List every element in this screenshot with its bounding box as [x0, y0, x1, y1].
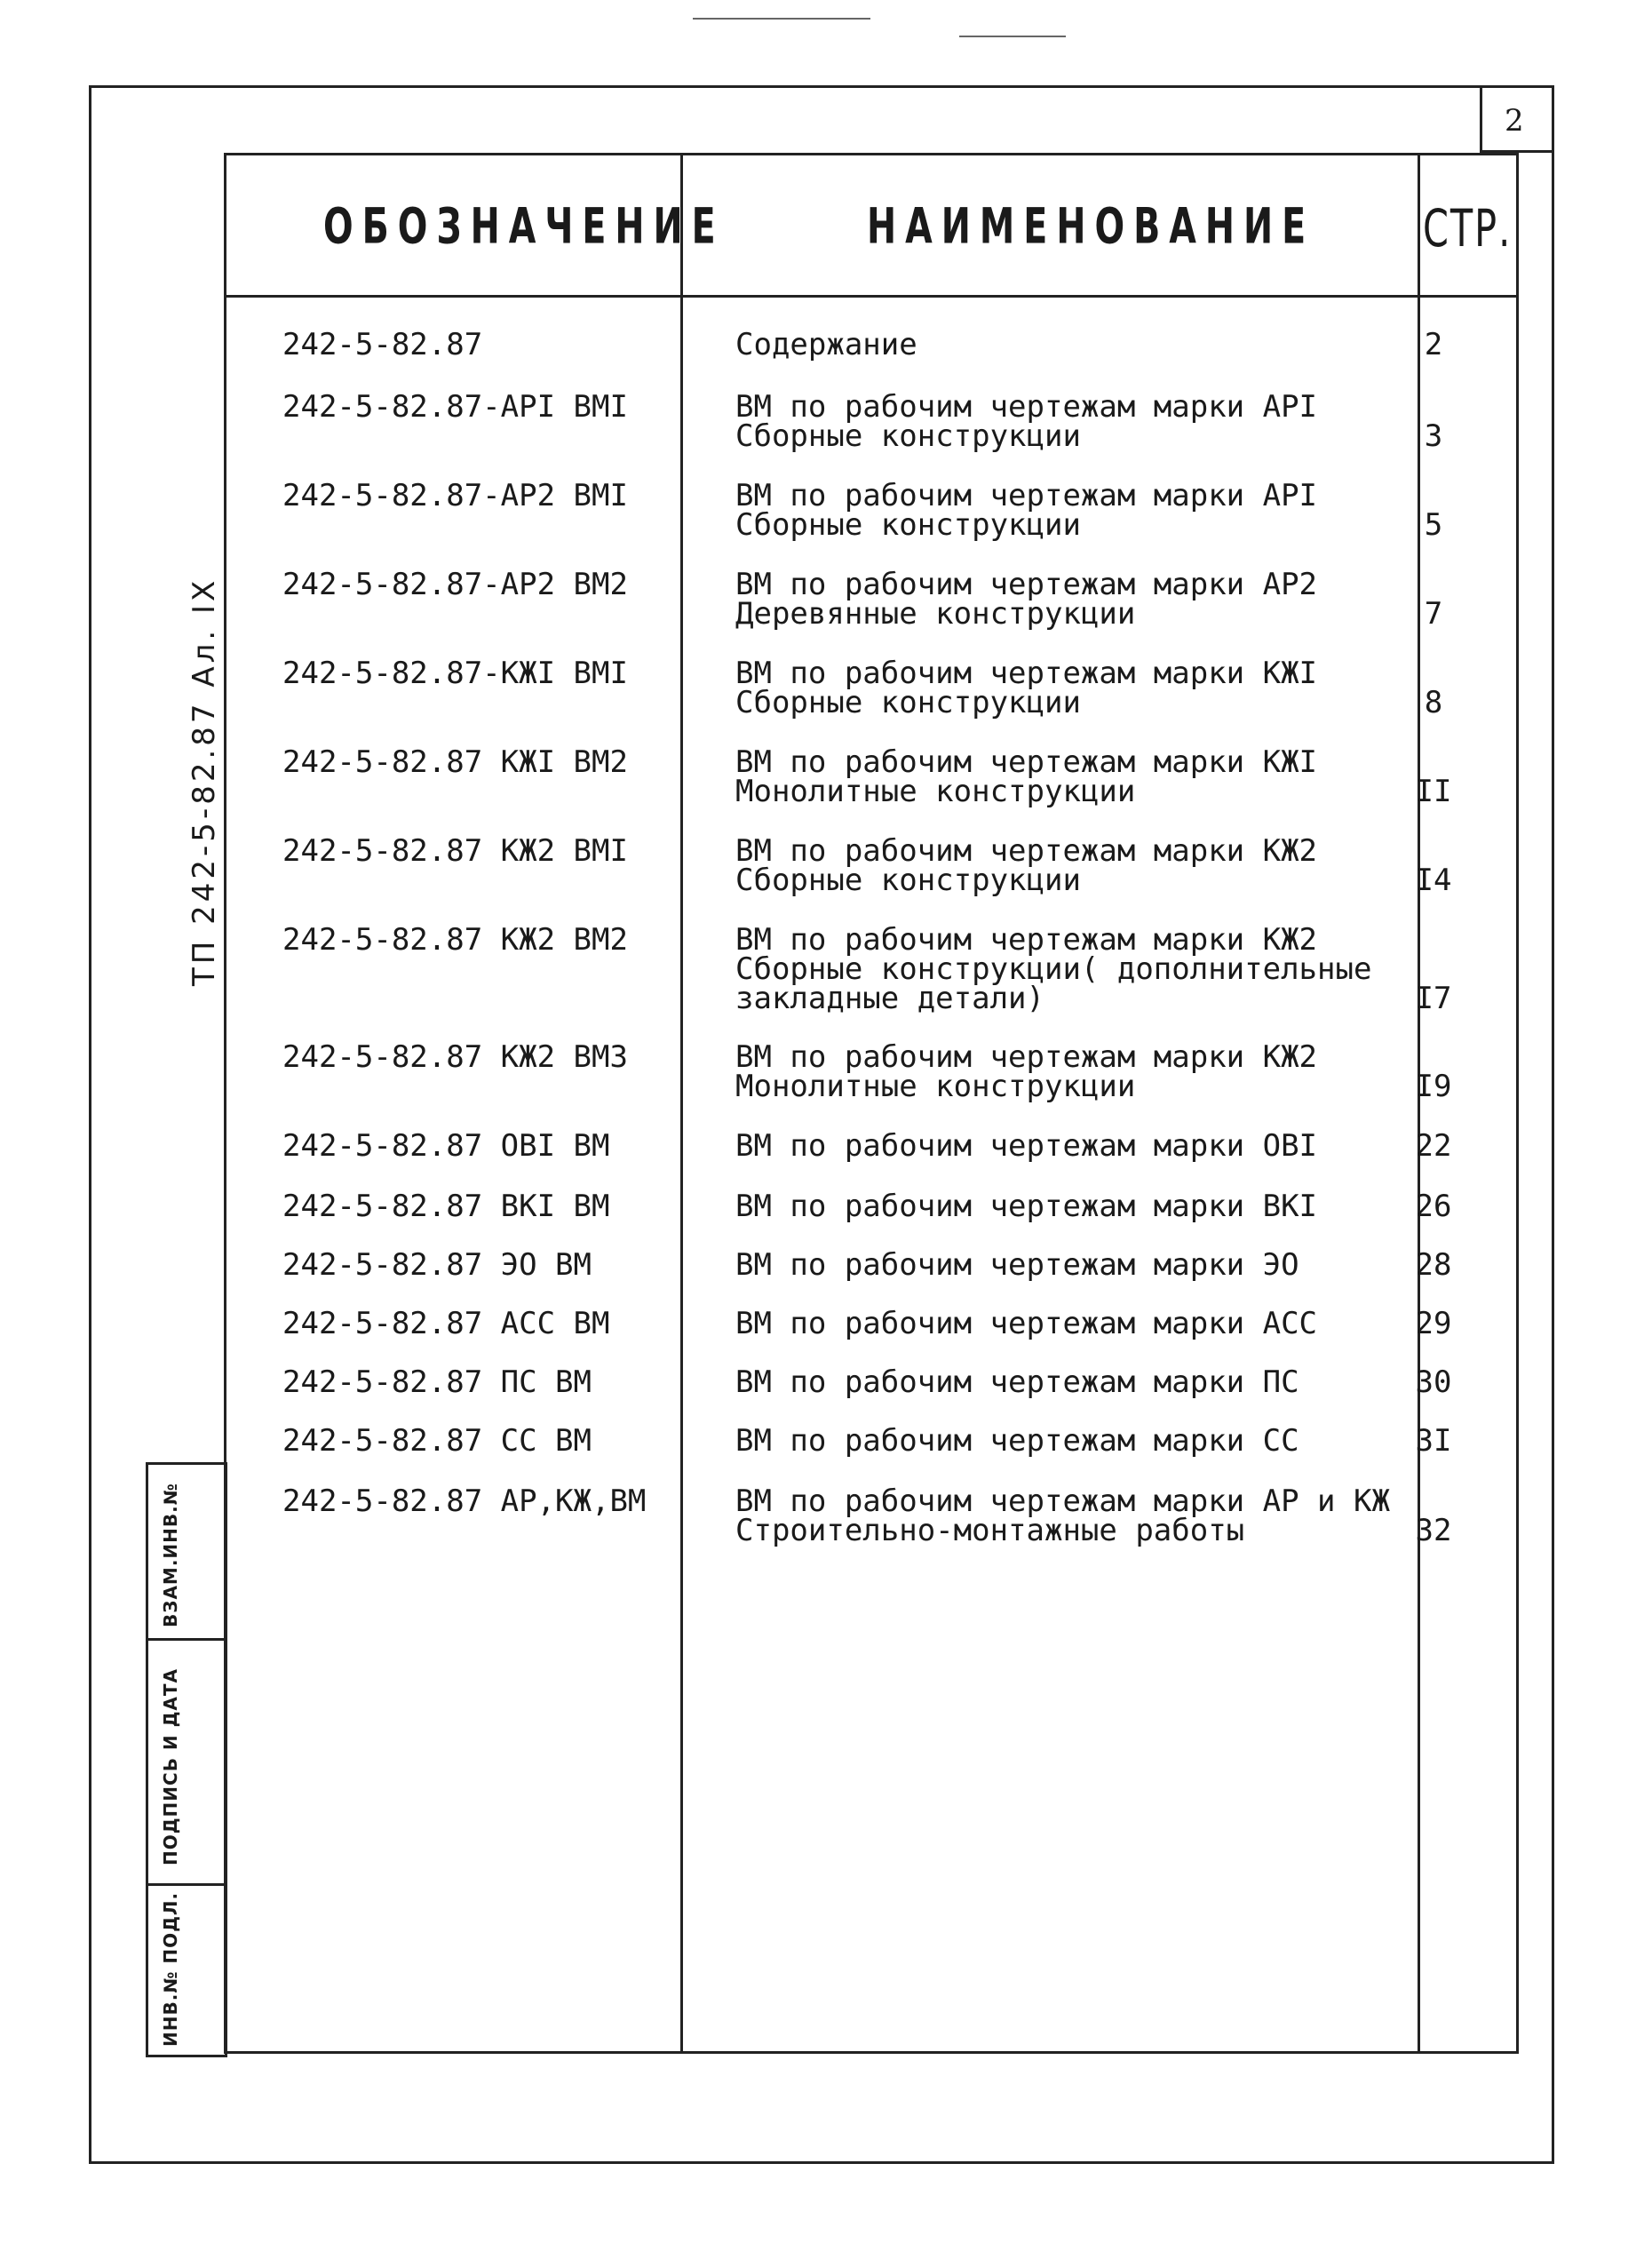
row-designation: 242-5-82.87 КЖ2 ВМI — [282, 833, 628, 869]
row-designation: 242-5-82.87 ОВI ВМ — [282, 1128, 610, 1164]
row-name: ВМ по рабочим чертежам марки СС — [735, 1423, 1299, 1459]
row-designation: 242-5-82.87 КЖ2 ВМ2 — [282, 922, 628, 958]
row-designation: 242-5-82.87 АР,КЖ,ВМ — [282, 1483, 647, 1519]
column-divider-designation — [680, 153, 683, 2054]
header-page: СТР. — [1423, 198, 1513, 259]
stamp-divider — [146, 1638, 227, 1641]
row-name: ВМ по рабочим чертежам марки АСС — [735, 1306, 1318, 1341]
row-page: 28 — [1415, 1247, 1452, 1283]
row-page: 3 — [1424, 418, 1443, 454]
row-designation: 242-5-82.87 КЖ2 ВМ3 — [282, 1039, 628, 1075]
page-number: 2 — [1505, 103, 1524, 139]
row-page: 5 — [1424, 507, 1443, 543]
row-page: 22 — [1415, 1128, 1452, 1164]
row-designation: 242-5-82.87 КЖI ВМ2 — [282, 744, 628, 780]
scan-mark — [693, 18, 870, 20]
row-name: ВМ по рабочим чертежам марки АР2 Деревянные конструкции — [735, 567, 1318, 632]
row-designation: 242-5-82.87-АРI ВМI — [282, 389, 628, 425]
row-page: 7 — [1424, 596, 1443, 632]
row-page: 2 — [1424, 327, 1443, 362]
row-name: ВМ по рабочим чертежам марки КЖ2 Сборные конструкции( дополнительные закладные детали) — [735, 922, 1372, 1016]
stamp-divider — [146, 1883, 227, 1886]
header-divider — [224, 295, 1519, 298]
row-page: 3I — [1415, 1423, 1452, 1459]
side-title: ТП 242-5-82.87 Ал. IX — [187, 577, 222, 986]
row-name: ВМ по рабочим чертежам марки ЭО — [735, 1247, 1299, 1283]
stamp-label-signature-date: ПОДПИСЬ И ДАТА — [160, 1667, 181, 1865]
row-designation: 242-5-82.87-АР2 ВМ2 — [282, 567, 628, 602]
header-name: НАИМЕНОВАНИЕ — [867, 198, 1315, 256]
row-name: ВМ по рабочим чертежам марки КЖ2 Монолитные конструкции — [735, 1039, 1318, 1104]
row-page: I9 — [1415, 1069, 1452, 1104]
row-name: ВМ по рабочим чертежам марки КЖ2 Сборные конструкции — [735, 833, 1318, 898]
row-name: ВМ по рабочим чертежам марки КЖI Монолитные конструкции — [735, 744, 1318, 809]
row-name: Содержание — [735, 327, 917, 362]
row-designation: 242-5-82.87 ПС ВМ — [282, 1364, 592, 1400]
row-name: ВМ по рабочим чертежам марки АРI Сборные конструкции — [735, 478, 1318, 543]
row-page: 32 — [1415, 1513, 1452, 1548]
row-page: I7 — [1415, 981, 1452, 1016]
row-name: ВМ по рабочим чертежам марки АРI Сборные конструкции — [735, 389, 1318, 454]
row-name: ВМ по рабочим чертежам марки КЖI Сборные конструкции — [735, 656, 1318, 720]
row-page: 29 — [1415, 1306, 1452, 1341]
stamp-label-inv-podl: ИНВ.№ ПОДЛ. — [160, 1891, 181, 2047]
row-name: ВМ по рабочим чертежам марки АР и КЖ Строительно-монтажные работы — [735, 1483, 1390, 1548]
approval-stamp — [146, 1462, 227, 2057]
row-name: ВМ по рабочим чертежам марки ОВI — [735, 1128, 1318, 1164]
row-page: 8 — [1424, 685, 1443, 720]
row-designation: 242-5-82.87-КЖI ВМI — [282, 656, 628, 691]
row-designation: 242-5-82.87 ЭО ВМ — [282, 1247, 592, 1283]
row-page: I4 — [1415, 863, 1452, 898]
row-page: 30 — [1415, 1364, 1452, 1400]
row-page: 26 — [1415, 1189, 1452, 1224]
row-page: II — [1415, 774, 1452, 809]
row-name: ВМ по рабочим чертежам марки ПС — [735, 1364, 1299, 1400]
row-designation: 242-5-82.87 АСС ВМ — [282, 1306, 610, 1341]
row-designation: 242-5-82.87 СС ВМ — [282, 1423, 592, 1459]
row-designation: 242-5-82.87 — [282, 327, 483, 362]
row-designation: 242-5-82.87 ВКI ВМ — [282, 1189, 610, 1224]
stamp-label-vzam-inv: ВЗАМ.ИНВ.№ — [160, 1483, 181, 1627]
scan-mark — [959, 36, 1066, 37]
header-designation: ОБОЗНАЧЕНИЕ — [323, 198, 725, 256]
row-designation: 242-5-82.87-АР2 ВМI — [282, 478, 628, 513]
row-name: ВМ по рабочим чертежам марки ВКI — [735, 1189, 1318, 1224]
